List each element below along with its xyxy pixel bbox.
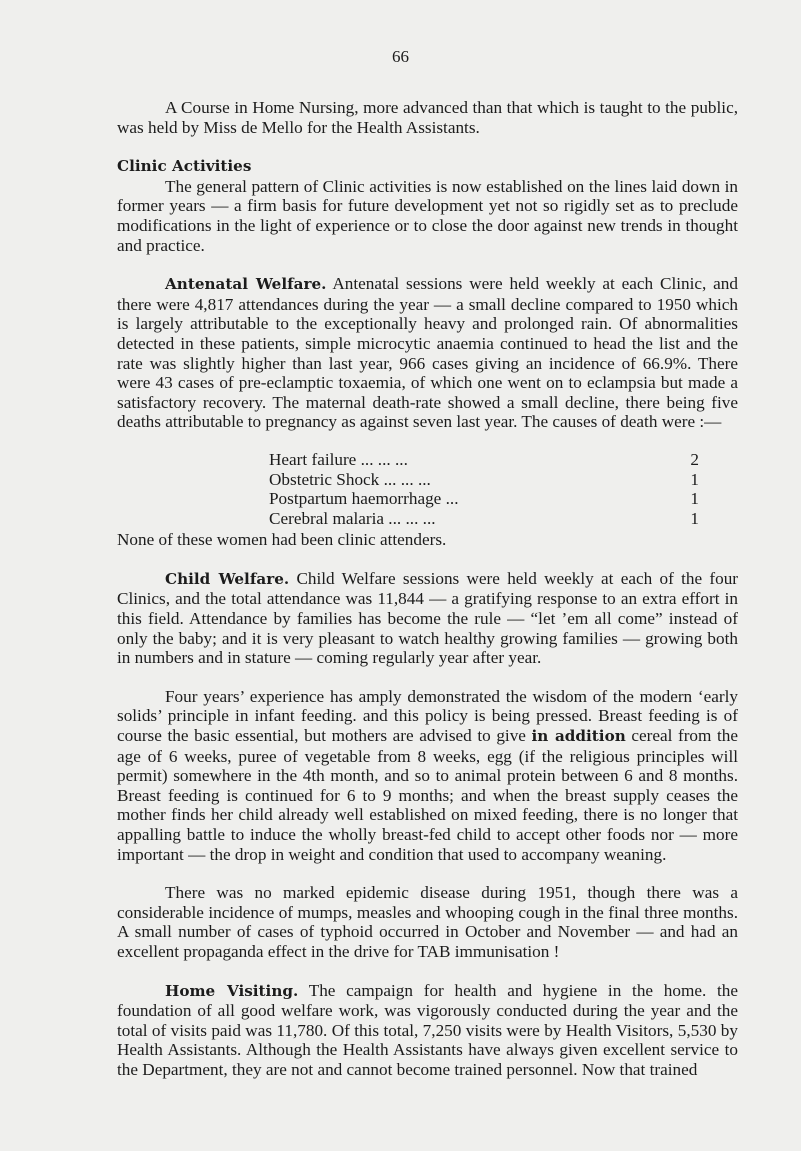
causes-of-death-list: [269, 450, 699, 528]
solids-emphasis: in addition: [531, 727, 626, 746]
epidemic-paragraph: There was no marked epidemic disease during 1951, though there was a considerable incidence of mumps, measles and whooping cough in the final three months. A small number of cases of typhoid occurred in October and November — and had an excellent propaganda effect in the drive for TAB immunisation !: [117, 883, 738, 961]
document-body: [117, 98, 738, 1080]
cause-row: [269, 489, 699, 509]
antenatal-text: Antenatal sessions were held weekly at each Clinic, and there were 4,817 attendances during the year — a small decline compared to 1950 which is largely attributable to the exceptionally heavy and prolonged rain. Of abnormalities detected in these patients, simple microcytic anaemia continued to head the list and the rate was slightly higher than last year, 966 cases giving an incidence of 66.9%. There were 43 cases of pre-eclamptic toxaemia, of which one went on to eclampsia but made a satisfactory recovery. The maternal death-rate showed a small decline, there being five deaths attributable to pregnancy as against seven last year. The causes of death were :—: [117, 274, 738, 432]
cause-count: 1: [690, 489, 699, 509]
clinic-paragraph: The general pattern of Clinic activities is now established on the lines laid down in former years — a firm basis for future development yet not so rigidly set as to preclude modifications in the light of experience or to close the door against new trends in thought and practice.: [117, 176, 738, 255]
cause-count: 1: [690, 508, 699, 528]
cause-label: Obstetric Shock ... ... ...: [269, 469, 431, 489]
cause-row: [269, 509, 699, 529]
child-welfare-paragraph: [117, 569, 738, 668]
home-visiting-text: The campaign for health and hygiene in the home. the foundation of all good welfare work, was vigorously conducted during the year and the total of visits paid was 11,780. Of this total, 7,250 visits were by Health Visitors, 5,530 by Health Assistants. Although the Health Assistants have always given excellent service to the Department, they are not and cannot become trained personnel. Now that trained: [117, 980, 738, 1079]
cause-count: 2: [690, 449, 699, 469]
solids-text-after: cereal from the age of 6 weeks, puree of vegetable from 8 weeks, egg (if the religious principles will permit) somewhere in the 4th month, and so to animal protein between 6 and 8 months. Breast feeding is continued for 6 to 9 months; and when the breast supply ceases the mother finds her child already well established on mixed feeding, there is no longer that appalling battle to induce the wholly breast-fed child to accept other foods nor — more important — the drop in weight and condition that used to accompany weaning.: [117, 726, 738, 864]
home-visiting-paragraph: [117, 981, 738, 1080]
cause-label: Cerebral malaria ... ... ...: [269, 508, 436, 528]
section-heading-clinic: Clinic Activities: [117, 157, 252, 176]
solids-text-before: Four years’ experience has amply demonstrated the wisdom of the modern ‘early solids’ principle in infant feeding. and this policy is being pressed. Breast feeding is of course the basic essential, but mothers are advised to give: [117, 686, 738, 746]
child-welfare-heading: Child Welfare.: [165, 569, 290, 588]
cause-row: [269, 470, 699, 490]
solids-paragraph: [117, 687, 738, 864]
antenatal-heading: Antenatal Welfare.: [165, 275, 327, 294]
intro-paragraph: A Course in Home Nursing, more advanced than that which is taught to the public, was held by Miss de Mello for the Health Assistants.: [117, 98, 738, 137]
cause-count: 1: [690, 469, 699, 489]
cause-row: [269, 450, 699, 470]
child-welfare-text: Child Welfare sessions were held weekly at each of the four Clinics, and the total attendance was 11,844 — a gratifying response to an extra effort in this field. Attendance by families has become the rule — “let ’em all come” instead of only the baby; and it is very pleasant to watch healthy growing families — growing both in numbers and in stature — coming regularly year after year.: [117, 568, 739, 668]
cause-label: Postpartum haemorrhage ...: [269, 489, 459, 509]
cause-label: Heart failure ... ... ...: [269, 449, 408, 469]
page-number: 66: [392, 47, 409, 66]
antenatal-paragraph: [117, 274, 738, 432]
home-visiting-heading: Home Visiting.: [165, 981, 299, 1000]
antenatal-after-paragraph: None of these women had been clinic attenders.: [117, 530, 447, 550]
